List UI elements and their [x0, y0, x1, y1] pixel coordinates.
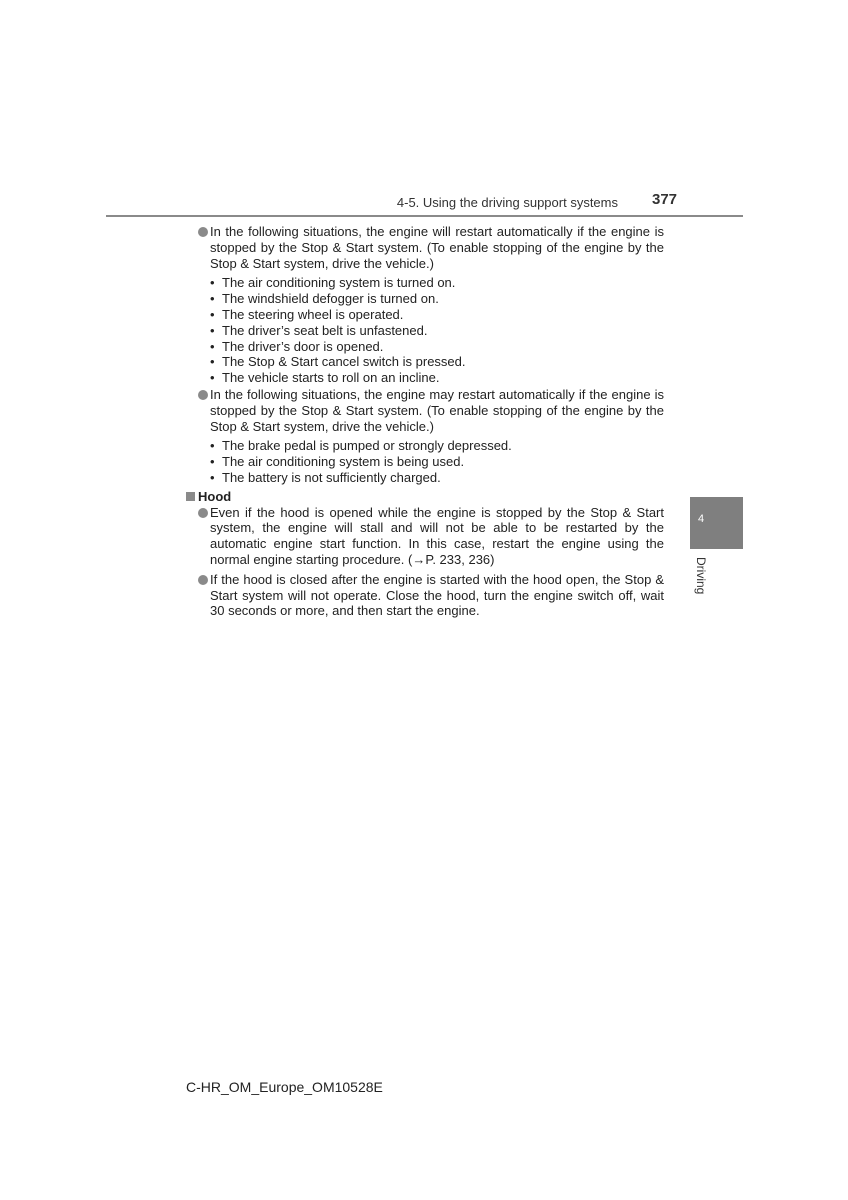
bullet-dot-icon	[198, 508, 208, 518]
paragraph-text: Even if the hood is opened while the engine is stopped by the Stop & Start system, the engine will stall and will not be able to be restarted by the automatic engine start function. In this case, restart the engine using the normal engine starting procedure. (→P. 233, 236)	[210, 504, 664, 567]
restart-conditions-list	[186, 275, 664, 386]
section-title: 4-5. Using the driving support systems	[396, 195, 618, 210]
list-item: • The Stop & Start cancel switch is pressed.	[210, 354, 664, 370]
paragraph-hood-closed	[186, 572, 664, 619]
list-item: • The vehicle starts to roll on an incline.	[210, 370, 664, 386]
document-id: C-HR_OM_Europe_OM10528E	[186, 1079, 383, 1095]
page-number: 377	[652, 191, 678, 208]
paragraph-hood-opened	[186, 505, 664, 568]
paragraph-engine-restart	[186, 224, 664, 271]
page-content	[186, 224, 664, 619]
list-item: • The windshield defogger is turned on.	[210, 291, 664, 307]
paragraph-text: In the following situations, the engine will restart automatically if the engine is stopped by the Stop & Start system. (To enable stopping of the engine by the Stop & Start system, drive the vehicle.)	[210, 224, 664, 271]
chapter-tab-number: 4	[698, 513, 705, 525]
list-item: • The air conditioning system is turned on.	[210, 275, 664, 291]
paragraph-engine-may-restart	[186, 387, 664, 434]
bullet-dot-icon	[198, 390, 208, 400]
chapter-tab-label: Driving	[694, 557, 708, 595]
paragraph-text: In the following situations, the engine may restart automatically if the engine is stopped by the Stop & Start system. (To enable stopping of the engine by the Stop & Start system, drive the vehicle.)	[210, 386, 664, 434]
heading-text: Hood	[198, 488, 232, 504]
bullet-dot-icon	[198, 575, 208, 585]
list-item: • The steering wheel is operated.	[210, 307, 664, 323]
list-item: • The driver’s door is opened.	[210, 339, 664, 355]
list-item: • The air conditioning system is being used.	[210, 454, 664, 470]
list-item: • The driver’s seat belt is unfastened.	[210, 323, 664, 339]
hood-heading	[186, 489, 664, 505]
header-rule	[106, 215, 743, 217]
bullet-dot-icon	[198, 227, 208, 237]
list-item: • The battery is not sufficiently charged.	[210, 470, 664, 486]
may-restart-conditions-list	[186, 438, 664, 485]
section-square-icon	[186, 492, 195, 501]
list-item: • The brake pedal is pumped or strongly depressed.	[210, 438, 664, 454]
paragraph-text: If the hood is closed after the engine is started with the hood open, the Stop & Start system will not operate. Close the hood, turn the engine switch off, wait 30 seconds or more, and then start the engine.	[210, 571, 664, 619]
